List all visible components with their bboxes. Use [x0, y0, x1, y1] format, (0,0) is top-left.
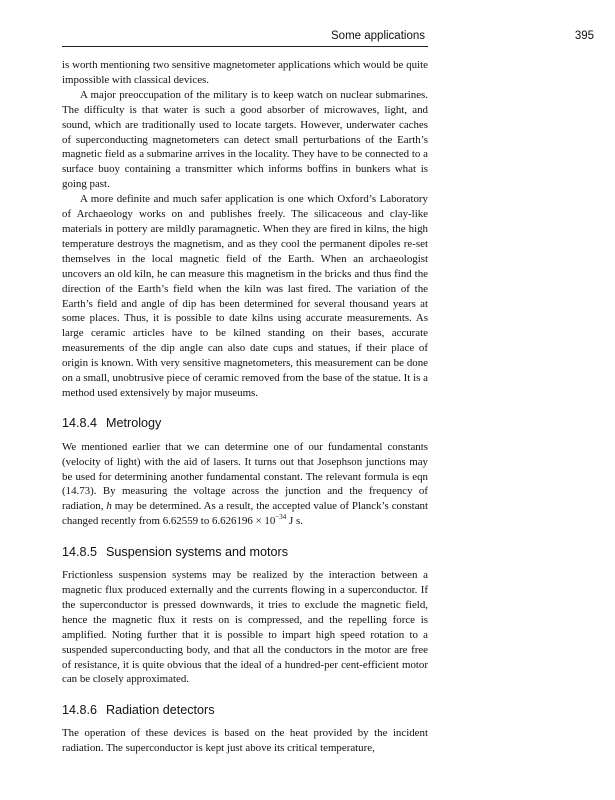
metrology-text-b: may be determined. As a result, the accepted value of Planck’s constant changed recently from 6.62559 to 6.626196 × 10 — [62, 500, 428, 528]
section-number: 14.8.5 — [62, 545, 98, 560]
page-body — [62, 58, 428, 756]
running-title: Some applications — [331, 30, 425, 42]
section-heading-suspension — [62, 545, 428, 560]
header-rule — [62, 46, 428, 47]
metrology-text-a: We mentioned earlier that we can determine one of our fundamental constants (velocity of light) with the aid of lasers. It turns out that Josephson junctions may be used for determining another fundamental constant. The relevant formula is eqn (14.73). By measuring the voltage across the junction and the frequency of radiation, — [62, 440, 428, 513]
paragraph-archaeology: A more definite and much safer application is one which Oxford’s Laboratory of Archaeology works on and publishes freely. The silicaceous and clay-like materials in pottery are mildly paramagnetic. When they are fired in kilns, the high temperature destroys the magnetism, and as they cool the permanent dipoles re-set themselves in the local magnetic field of the Earth. When an archaeologist uncovers an old kiln, he can measure this magnetism in the bricks and thus find the direction of the Earth’s field when the kiln was last fired. The variation of the Earth’s field and angle of dip has been determined for several thousand years at some places. Thus, it is possible to date kilns using accurate measurements. As large ceramic articles have to be kilned standing on their bases, accurate measurements of the dip angle can also date cups and statues, if their place of origin is known. With very sensitive magnetometers, this measurement can be done on a small, unobtrusive piece of ceramic removed from the base of the statue. It is a method used extensively by major museums. — [62, 193, 428, 399]
section-title: Metrology — [106, 415, 162, 430]
paragraph-continuation: is worth mentioning two sensitive magnetometer applications which would be quite impossible with classical devices. — [62, 59, 428, 86]
planck-symbol: h — [106, 500, 112, 513]
unit: J s. — [289, 515, 303, 528]
page-number: 395 — [574, 30, 594, 42]
paragraph-metrology — [62, 440, 428, 529]
paragraph-suspension: Frictionless suspension systems may be realized by the interaction between a magnetic flux produced externally and the currents flowing in a superconductor. If the superconductor is pressed downwards, it tries to exclude the magnetic field, hence the magnetic flux it rests on is compressed, and the repelling force is amplified. Noting further that it is possible to impart high speed rotation to a suspended superconducting body, and that all the conductors in the motor are free of resistance, it is quite obvious that the ideal of a hundred-per cent-efficient motor can be closely approximated. — [62, 569, 428, 686]
section-number: 14.8.6 — [62, 703, 98, 718]
exponent: −34 — [275, 513, 287, 522]
section-heading-metrology — [62, 416, 428, 431]
paragraph-submarines: A major preoccupation of the military is to keep watch on nuclear submarines. The difficulty is that water is such a good absorber of microwaves, light, and sound, which are traditionally used to locate targets. However, underwater caches of superconducting magnetometers can detect small perturbations of the Earth’s magnetic field as a submarine arrives in the locality. They have to be connected to a surface buoy containing a transmitter which informs boffins in bunkers what is going past. — [62, 88, 428, 191]
running-header — [0, 30, 615, 50]
paragraph-radiation: The operation of these devices is based on the heat provided by the incident radiation. The superconductor is kept just above its critical temperature, — [62, 727, 428, 755]
section-number: 14.8.4 — [62, 415, 98, 430]
section-heading-radiation — [62, 703, 428, 718]
section-title: Suspension systems and motors — [106, 545, 289, 560]
section-title: Radiation detectors — [106, 703, 215, 718]
